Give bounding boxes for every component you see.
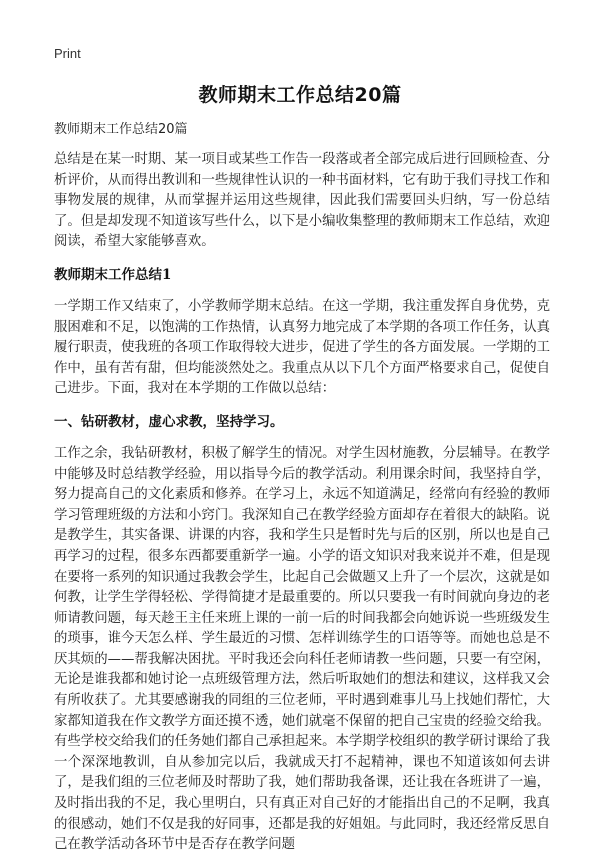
print-link[interactable]: Print <box>54 46 81 61</box>
subsection-paragraph: 工作之余，我钻研教材，积极了解学生的情况。对学生因材施教，分层辅导。在教学中能够及时总结教学经验，用以指导今后的教学活动。利用课余时间，我坚持自学，努力提高自己的文化素质和修养。在学习上，永远不知道满足，经常向有经验的教师学习管理班级的方法和小窍门。我深知自己在教学经验方面却存在着很大的缺陷。说是教学生，其实备课、讲课的内容，我和学生只是暂时先与后的区别，所以也是自己再学习的过程，很多东西都要重新学一遍。小学的语文知识对我来说并不难，但是现在要将一系列的知识通过我教会学生，比起自己会做题又上升了一个层次，这就是如何教，让学生学得轻松、学得简捷才是最重要的。所以只要我一有时间就向身边的老师请教问题，每天趁王主任来班上课的一前一后的时间我都会向她诉说一些班级发生的琐事，谁今天怎么样、学生最近的习惯、怎样训练学生的口语等等。而她也总是不厌其烦的——帮我解决困扰。平时我还会向科任老师请教一些问题，只要一有空闲，无论是谁我都和她讨论一点班级管理方法，然后听取她们的想法和建议，这样我又会有所收获了。尤其要感谢我的同组的三位老师，平时遇到难事儿马上找她们帮忙，大家都知道我在作文教学方面还摸不透，她们就毫不保留的把自己宝贵的经验交给我。有些学校交给我们的任务她们都自己承担起来。本学期学校组织的教学研讨课给了我一个深深地教训，自从参加完以后，我就成天打不起精神，课也不知道该如何去讲了，是我们组的三位老师及时帮助了我，她们帮助我备课，还让我在各班讲了一遍，及时指出我的不足，我心里明白，只有真正对自己好的才能指出自己的不足啊，我真的很感动，她们不仅是我的好同事，还都是我的好姐姐。与此同时，我还经常反思自己在教学活动各环节中是否存在教学问题 <box>54 445 550 853</box>
intro-paragraph: 总结是在某一时期、某一项目或某些工作告一段落或者全部完成后进行回顾检查、分析评价，从而得出教训和一些规律性认识的一种书面材料，它有助于我们寻找工作和事物发展的规律，从而掌握并运用这些规律，因此我们需要回头归纳，写一份总结了。但是却发现不知道该写些什么，以下是小编收集整理的教师期末工作总结，欢迎阅读，希望大家能够喜欢。 <box>54 152 550 250</box>
section-heading: 教师期末工作总结1 <box>54 266 172 283</box>
document-body <box>54 120 550 868</box>
subsection-heading: 一、钻研教材，虚心求教，坚持学习。 <box>54 413 284 430</box>
page-title: 教师期末工作总结20篇 <box>198 84 402 106</box>
document-subtitle: 教师期末工作总结20篇 <box>54 122 188 137</box>
section-paragraph: 一学期工作又结束了，小学教师学期末总结。在这一学期，我注重发挥自身优势，克服困难和不足，以饱满的工作热情，认真努力地完成了本学期的各项工作任务，认真履行职责，使我班的各项工作取得较大进步，促进了学生的各方面发展。一学期的工作中，虽有苦有甜，但均能淡然处之。我重点从以下几个方面严格要求自己，促使自己进步。下面，我对在本学期的工作做以总结： <box>54 298 550 397</box>
